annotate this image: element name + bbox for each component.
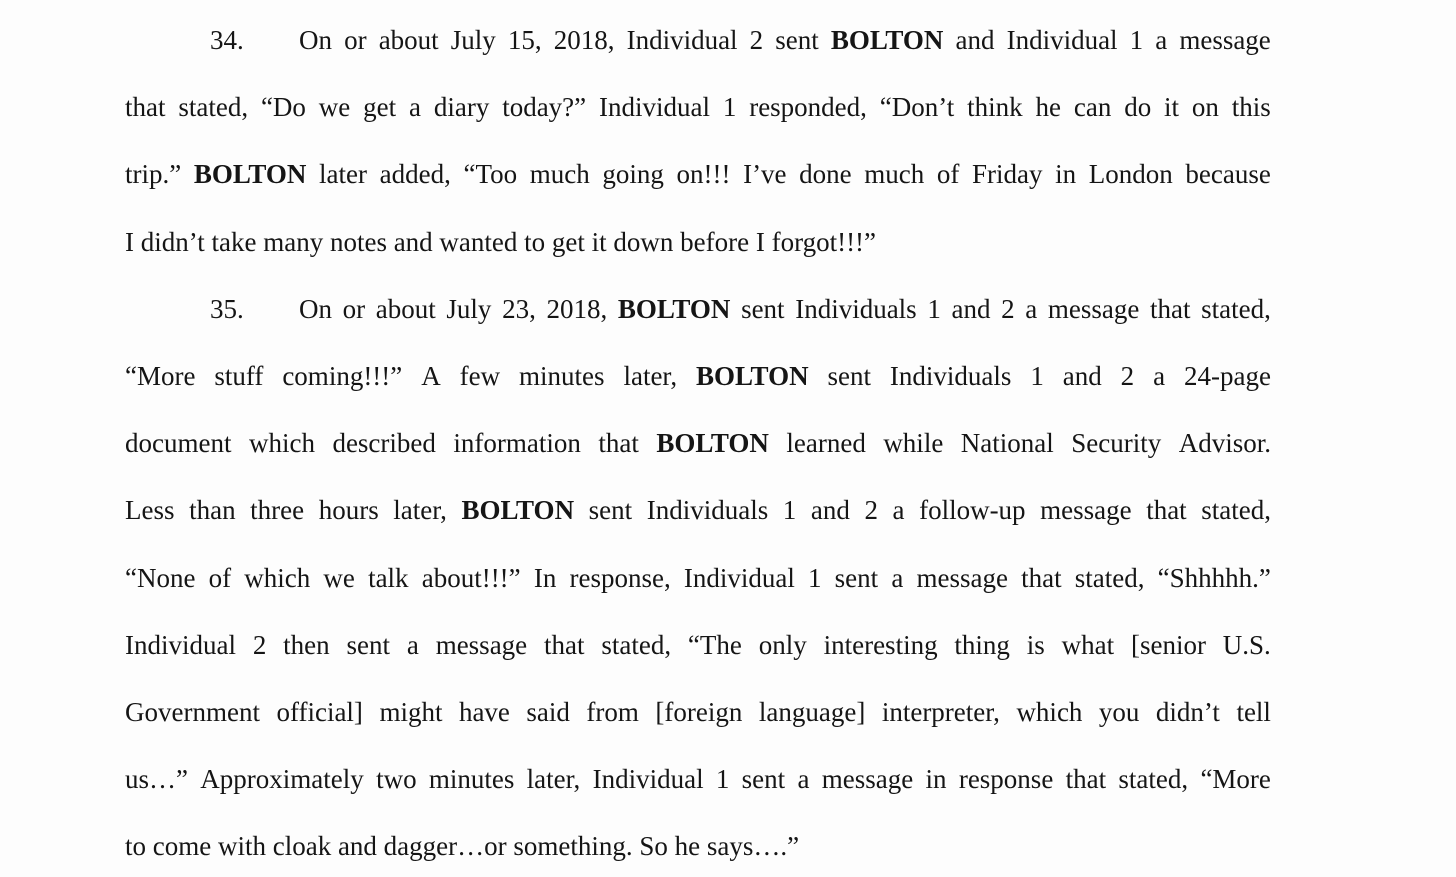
paragraph-line <box>125 157 1271 191</box>
word: Government <box>125 697 260 727</box>
defendant-name: BOLTON <box>617 294 731 324</box>
word: Individual <box>683 563 795 593</box>
word: interpreter, <box>881 697 1000 727</box>
word: coming!!!” <box>282 361 403 391</box>
word: on!!! <box>676 159 731 189</box>
paragraph-number: 34. <box>210 25 244 55</box>
word: learned <box>786 428 866 458</box>
word: stated, <box>178 92 249 122</box>
word: that <box>1149 294 1191 324</box>
word: about <box>378 25 439 55</box>
word: 1 <box>715 764 730 794</box>
word: stated, <box>601 630 672 660</box>
word: only <box>758 630 807 660</box>
word: “The <box>687 630 742 660</box>
word: message <box>1047 294 1140 324</box>
word: 1 <box>1129 25 1144 55</box>
paragraph-line <box>125 561 1271 595</box>
paragraph-first-line <box>299 292 1271 326</box>
word: about <box>375 294 436 324</box>
word: 2018, <box>553 25 615 55</box>
word: a <box>1155 25 1168 55</box>
word: Individual <box>599 92 710 122</box>
defendant-name: BOLTON <box>193 159 307 189</box>
word: or <box>342 294 366 324</box>
defendant-name: BOLTON <box>656 428 769 458</box>
word: in <box>1055 159 1077 189</box>
word: stated, <box>1074 563 1145 593</box>
paragraph-first-line <box>299 23 1271 57</box>
word: sent <box>741 764 786 794</box>
word: stuff <box>214 361 264 391</box>
word: 2018, <box>546 294 608 324</box>
word: On <box>299 294 332 324</box>
word: “Shhhhh.” <box>1157 563 1271 593</box>
word: July <box>446 294 492 324</box>
word: and <box>955 25 995 55</box>
word: much <box>529 159 590 189</box>
word: later, <box>623 361 678 391</box>
paragraph-line <box>125 628 1271 662</box>
word: sent <box>834 563 879 593</box>
word: a <box>406 630 419 660</box>
paragraph-line <box>125 695 1271 729</box>
word: a <box>891 563 904 593</box>
word: A <box>421 361 441 391</box>
word: message <box>916 563 1008 593</box>
word: said <box>526 697 570 727</box>
word: today?” <box>502 92 587 122</box>
word: message <box>1179 25 1271 55</box>
word: Individual <box>626 25 738 55</box>
word: “Too <box>463 159 518 189</box>
word: later <box>319 159 368 189</box>
word: stated, <box>1118 764 1189 794</box>
word: that <box>1065 764 1107 794</box>
word: 1 <box>782 495 797 525</box>
word: stated, <box>1201 294 1271 324</box>
paragraph-number: 35. <box>210 294 244 324</box>
word: hours <box>318 495 379 525</box>
word: 1 <box>927 294 941 324</box>
word: stated, <box>1201 495 1271 525</box>
word: Friday <box>972 159 1043 189</box>
word: because <box>1185 159 1271 189</box>
word: 2 <box>252 630 267 660</box>
word: about!!!” <box>421 563 521 593</box>
word: of <box>936 159 960 189</box>
word: think <box>967 92 1023 122</box>
word: Individuals <box>889 361 1012 391</box>
word: and <box>951 294 991 324</box>
word: 2 <box>749 25 764 55</box>
word: can <box>1073 92 1112 122</box>
word: trip.” <box>125 159 182 189</box>
paragraph-last-line: I didn’t take many notes and wanted to get it down before I forgot!!!” <box>125 227 877 257</box>
paragraph-line <box>125 762 1271 796</box>
word: didn’t <box>1155 697 1220 727</box>
word: from <box>586 697 639 727</box>
word: U.S. <box>1222 630 1271 660</box>
word: few <box>459 361 501 391</box>
word: minutes <box>428 764 515 794</box>
word: National <box>960 428 1054 458</box>
word: 2 <box>1001 294 1015 324</box>
word: “More <box>125 361 196 391</box>
word: this <box>1231 92 1271 122</box>
paragraph-line <box>125 426 1271 460</box>
word: later, <box>393 495 447 525</box>
defendant-name: BOLTON <box>696 361 809 391</box>
word: it <box>1164 92 1180 122</box>
word: 1 <box>722 92 737 122</box>
word: is <box>1026 630 1045 660</box>
word: sent <box>775 25 819 55</box>
word: sent <box>827 361 871 391</box>
word: Individuals <box>646 495 769 525</box>
word: which <box>248 428 315 458</box>
word: going <box>602 159 664 189</box>
word: then <box>283 630 330 660</box>
word: which <box>1016 697 1083 727</box>
word: I’ve <box>743 159 787 189</box>
word: message <box>821 764 914 794</box>
paragraph-line <box>125 493 1271 527</box>
word: Advisor. <box>1178 428 1271 458</box>
word: on <box>1191 92 1219 122</box>
word: that <box>598 428 639 458</box>
word: official] <box>276 697 363 727</box>
word: In <box>533 563 557 593</box>
word: he <box>1035 92 1061 122</box>
word: Individual <box>592 764 704 794</box>
word: that <box>544 630 585 660</box>
word: done <box>799 159 852 189</box>
word: language] <box>758 697 866 727</box>
word: diary <box>433 92 490 122</box>
word: what <box>1061 630 1115 660</box>
word: in <box>925 764 947 794</box>
paragraph-line <box>125 359 1271 393</box>
word: and <box>810 495 850 525</box>
word: of <box>208 563 232 593</box>
paragraph-last-line: to come with cloak and dagger…or something. So he says….” <box>125 831 800 861</box>
word: get <box>363 92 397 122</box>
word: sent <box>588 495 633 525</box>
word: that <box>1021 563 1062 593</box>
word: London <box>1088 159 1173 189</box>
word: minutes <box>519 361 605 391</box>
word: 15, <box>507 25 542 55</box>
word: than <box>189 495 236 525</box>
word: Individual <box>1006 25 1118 55</box>
word: that <box>125 92 166 122</box>
word: that <box>1146 495 1187 525</box>
word: added, <box>379 159 451 189</box>
word: Individual <box>125 630 236 660</box>
word: us…” <box>125 764 188 794</box>
word: follow-up <box>919 495 1026 525</box>
word: 1 <box>1030 361 1044 391</box>
word: described <box>332 428 436 458</box>
word: 2 <box>1120 361 1135 391</box>
word: 24-page <box>1184 361 1271 391</box>
word: information <box>453 428 581 458</box>
paragraph-line <box>125 90 1271 124</box>
word: response, <box>569 563 671 593</box>
word: 1 <box>808 563 822 593</box>
word: [senior <box>1130 630 1206 660</box>
word: might <box>379 697 443 727</box>
word: talk <box>368 563 409 593</box>
word: a <box>892 495 905 525</box>
word: a <box>1153 361 1166 391</box>
word: a <box>409 92 421 122</box>
word: July <box>450 25 496 55</box>
word: we <box>323 563 355 593</box>
word: later, <box>526 764 581 794</box>
word: or <box>344 25 367 55</box>
word: message <box>1040 495 1132 525</box>
word: 23, <box>502 294 536 324</box>
defendant-name: BOLTON <box>830 25 944 55</box>
word: message <box>435 630 528 660</box>
word: Approximately <box>200 764 364 794</box>
word: document <box>125 428 232 458</box>
word: much <box>864 159 925 189</box>
word: interesting <box>823 630 938 660</box>
word: “Don’t <box>879 92 955 122</box>
word: we <box>318 92 351 122</box>
word: a <box>797 764 810 794</box>
word: Individuals <box>795 294 917 324</box>
word: sent <box>346 630 391 660</box>
word: Security <box>1071 428 1162 458</box>
word: two <box>376 764 417 794</box>
word: three <box>250 495 305 525</box>
word: “More <box>1200 764 1271 794</box>
word: [foreign <box>655 697 743 727</box>
word: response <box>958 764 1054 794</box>
word: and <box>1062 361 1102 391</box>
word: have <box>458 697 510 727</box>
word: 2 <box>864 495 878 525</box>
word: you <box>1098 697 1140 727</box>
word: sent <box>741 294 785 324</box>
word: thing <box>954 630 1010 660</box>
word: “None <box>125 563 196 593</box>
word: tell <box>1236 697 1271 727</box>
word: which <box>244 563 311 593</box>
word: responded, <box>749 92 867 122</box>
word: while <box>883 428 944 458</box>
defendant-name: BOLTON <box>461 495 575 525</box>
word: Less <box>125 495 175 525</box>
word: On <box>299 25 332 55</box>
word: a <box>1025 294 1038 324</box>
word: “Do <box>260 92 306 122</box>
word: do <box>1124 92 1152 122</box>
